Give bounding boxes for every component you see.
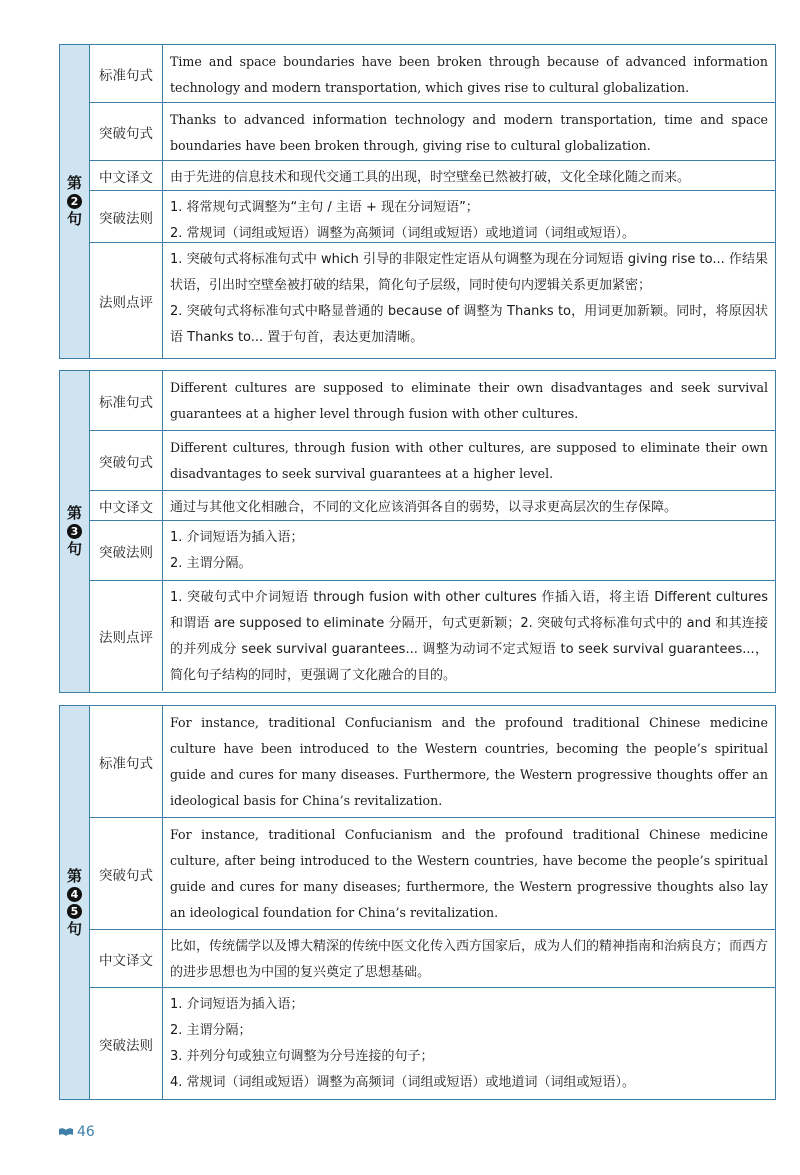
book-icon	[58, 1127, 74, 1137]
table-row	[90, 988, 775, 1099]
table-row	[90, 581, 775, 691]
sentence-number-label	[60, 371, 90, 692]
content-line: 由于先进的信息技术和现代交通工具的出现，时空壁垒已然被打破，文化全球化随之而来。	[170, 170, 691, 185]
sentence-number-label	[60, 706, 90, 1099]
page-footer	[58, 1124, 95, 1140]
table-row	[90, 243, 775, 358]
row-label: 突破句式	[90, 103, 163, 160]
row-label: 中文译文	[90, 161, 163, 190]
row-content	[163, 581, 775, 691]
row-content	[163, 161, 775, 190]
row-content	[163, 431, 775, 490]
content-line: Different cultures, through fusion with other cultures, are supposed to eliminate their own disadvantages to seek survival guarantees at a higher level.	[170, 440, 768, 481]
content-line: 1. 介词短语为插入语；	[170, 530, 304, 545]
row-label: 中文译文	[90, 930, 163, 987]
row-label: 法则点评	[90, 581, 163, 691]
content-line: 1. 突破句式中介词短语 through fusion with other cultures 作插入语，将主语 Different cultures 和谓语 are supposed to eliminate 分隔开，句式更新颖；2. 突破句式将标准句式中的 and 和其连接的并列成分 seek survival guarantees... 调整为动词不定式短语 to seek survival guarantees...，简化句子结构的同时，更强调了文化融合的目的。	[170, 590, 768, 683]
row-content	[163, 491, 775, 520]
content-line: For instance, traditional Confucianism and the profound traditional Chinese medicine culture, after being introduced to the Western countries, have become the people’s spiritual guide and cures for many diseases; furthermore, the Western progressive thoughts also lay an ideological foundation for China’s revitalization.	[170, 827, 768, 920]
content-line: 2. 常规词（词组或短语）调整为高频词（词组或短语）或地道词（词组或短语）。	[170, 226, 636, 241]
row-content	[163, 818, 775, 929]
row-content	[163, 988, 775, 1099]
row-label: 突破句式	[90, 431, 163, 490]
row-content	[163, 191, 775, 242]
sentence-number-circle: 2	[67, 194, 82, 209]
label-char: 第	[66, 866, 82, 885]
row-content	[163, 45, 775, 102]
content-line: 1. 将常规句式调整为“主句 / 主语 + 现在分词短语”；	[170, 200, 479, 215]
table-row	[90, 371, 775, 431]
row-label: 中文译文	[90, 491, 163, 520]
label-char: 第	[66, 504, 82, 522]
row-label: 突破法则	[90, 191, 163, 242]
row-content	[163, 103, 775, 160]
row-label: 标准句式	[90, 45, 163, 102]
sentence-block-3	[59, 370, 776, 693]
content-line: For instance, traditional Confucianism and the profound traditional Chinese medicine culture have been introduced to the Western countries, becoming the people’s spiritual guide and cures for many diseases. Furthermore, the Western progressive thoughts offer an ideological basis for China’s revitalization.	[170, 715, 768, 808]
content-line: Thanks to advanced information technology and modern transportation, time and space boundaries have been broken through, giving rise to cultural globalization.	[170, 112, 768, 153]
table-row	[90, 521, 775, 581]
label-char: 第	[66, 174, 82, 192]
table-row	[90, 45, 775, 103]
content-line: 通过与其他文化相融合，不同的文化应该消弭各自的弱势，以寻求更高层次的生存保障。	[170, 500, 678, 515]
table-row	[90, 706, 775, 818]
row-label: 法则点评	[90, 243, 163, 358]
table-row	[90, 191, 775, 243]
page-number: 46	[77, 1124, 95, 1140]
content-line: 3. 并列分句或独立句调整为分号连接的句子；	[170, 1049, 434, 1064]
table-row	[90, 818, 775, 930]
sentence-number-circle: 3	[67, 524, 82, 539]
table-row	[90, 491, 775, 521]
sentence-block-2	[59, 44, 776, 359]
content-line: 2. 主谓分隔。	[170, 556, 252, 571]
table-row	[90, 103, 775, 161]
content-line: 4. 常规词（词组或短语）调整为高频词（词组或短语）或地道词（词组或短语）。	[170, 1075, 636, 1090]
sentence-number-label	[60, 45, 90, 358]
content-line: 1. 介词短语为插入语；	[170, 997, 304, 1012]
content-line: 2. 主谓分隔；	[170, 1023, 252, 1038]
content-line: Time and space boundaries have been broken through because of advanced information technology and modern transportation, which gives rise to cultural globalization.	[170, 54, 768, 95]
row-content	[163, 371, 775, 430]
sentence-block-4-5	[59, 705, 776, 1100]
sentence-number-circle: 4	[67, 887, 82, 902]
label-char: 句	[66, 540, 82, 558]
sentence-number-circle: 5	[67, 904, 82, 919]
row-label: 突破句式	[90, 818, 163, 929]
row-label: 标准句式	[90, 371, 163, 430]
content-line: 比如，传统儒学以及博大精深的传统中医文化传入西方国家后，成为人们的精神指南和治病良方；而西方的进步思想也为中国的复兴奠定了思想基础。	[170, 939, 769, 980]
label-char: 句	[66, 210, 82, 228]
table-row	[90, 161, 775, 191]
row-content	[163, 706, 775, 817]
label-char: 句	[66, 919, 82, 938]
row-content	[163, 930, 775, 987]
row-content	[163, 243, 775, 358]
table-row	[90, 930, 775, 988]
content-line: Different cultures are supposed to eliminate their own disadvantages and seek survival guarantees at a higher level through fusion with other cultures.	[170, 380, 768, 421]
row-label: 突破法则	[90, 988, 163, 1099]
row-label: 突破法则	[90, 521, 163, 580]
content-line: 2. 突破句式将标准句式中略显普通的 because of 调整为 Thanks to，用词更加新颖。同时，将原因状语 Thanks to... 置于句首，表达更加清晰。	[170, 304, 768, 345]
row-label: 标准句式	[90, 706, 163, 817]
table-row	[90, 431, 775, 491]
content-line: 1. 突破句式将标准句式中 which 引导的非限定性定语从句调整为现在分词短语 giving rise to... 作结果状语，引出时空壁垒被打破的结果，简化句子层级，同时使句内逻辑关系更加紧密；	[170, 252, 768, 293]
row-content	[163, 521, 775, 580]
